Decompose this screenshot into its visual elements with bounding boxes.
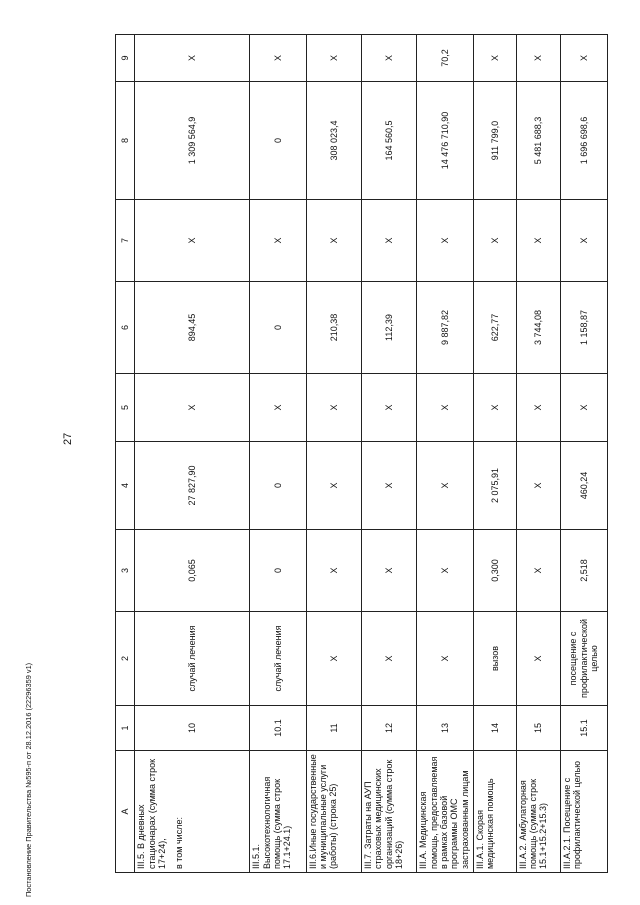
table-cell-c6: 622,77 — [473, 282, 516, 374]
table-cell-c1: 14 — [473, 706, 516, 751]
table-cell-c4: 2 075,91 — [473, 442, 516, 530]
table-cell-c7: X — [516, 200, 560, 282]
table-cell-c1: 10 — [135, 706, 250, 751]
table-cell-c2: X — [306, 612, 361, 706]
header-cell: A — [116, 751, 135, 873]
row-label: III.А.2.1. Посещение с профилактической целью — [561, 761, 583, 869]
row-label: III.А.1. Скорая медицинская помощь — [474, 778, 496, 869]
table-cell-c5: X — [417, 374, 473, 442]
table-cell-c2: посещение с профилактической целью — [560, 612, 607, 706]
table-row — [516, 35, 560, 873]
table-cell-c8: 911 799,0 — [473, 82, 516, 200]
table-cell-c7: X — [361, 200, 416, 282]
table-cell-c2: случай лечения — [135, 612, 250, 706]
table-cell-c9: X — [135, 35, 250, 82]
table-cell-c4: 460,24 — [560, 442, 607, 530]
table-cell-c5: X — [361, 374, 416, 442]
table-cell-c8: 308 023,4 — [306, 82, 361, 200]
table-cell-c7: X — [306, 200, 361, 282]
row-label: III.А. Медицинская помощь, предоставляемая в рамках базовой программы ОМС застрахованным лицам — [418, 756, 470, 869]
table-cell-c1: 13 — [417, 706, 473, 751]
table-cell-c3: 2,518 — [560, 530, 607, 612]
table-cell-c9: X — [306, 35, 361, 82]
table-cell-c6: 112,39 — [361, 282, 416, 374]
row-label: III.7. Затраты на АУП страховых медицинских организаций (сумма строк 18+26) — [362, 759, 405, 869]
table-cell-c6: 1 158,87 — [560, 282, 607, 374]
rotated-table-wrapper — [115, 35, 608, 873]
table-cell-c8: 0 — [250, 82, 306, 200]
table-cell-c2: X — [417, 612, 473, 706]
table-cell-c6: 3 744,08 — [516, 282, 560, 374]
table-cell-c8: 14 476 710,90 — [417, 82, 473, 200]
table-row — [135, 35, 250, 873]
table-cell-c1: 11 — [306, 706, 361, 751]
page-number: 27 — [62, 432, 74, 445]
table-row — [306, 35, 361, 873]
table-cell-c8: 1 696 698,6 — [560, 82, 607, 200]
table-cell-c1: 15 — [516, 706, 560, 751]
header-cell: 4 — [116, 442, 135, 530]
table-cell-c5: X — [135, 374, 250, 442]
table-cell-c6: 9 887,82 — [417, 282, 473, 374]
table-cell-c4: X — [306, 442, 361, 530]
table-cell-c8: 1 309 564,9 — [135, 82, 250, 200]
table-row — [473, 35, 516, 873]
row-label: III.6.Иные государственные и муниципальные услуги (работы) (строка 25) — [307, 754, 339, 869]
table-row — [560, 35, 607, 873]
table-cell-c9: X — [361, 35, 416, 82]
table-cell-c3: 0,065 — [135, 530, 250, 612]
table-cell-c4: X — [361, 442, 416, 530]
table-cell-c4: 27 827,90 — [135, 442, 250, 530]
table-cell-c3: X — [516, 530, 560, 612]
table-cell-c7: X — [473, 200, 516, 282]
table-cell-c5: X — [560, 374, 607, 442]
document-footer: Постановление Правительства №595-п от 28.12.2016 (22296359 v1) — [24, 662, 33, 897]
header-cell: 1 — [116, 706, 135, 751]
table-cell-c6: 210,38 — [306, 282, 361, 374]
table-cell-c7: X — [560, 200, 607, 282]
table-cell-c5: X — [306, 374, 361, 442]
header-cell: 9 — [116, 35, 135, 82]
table-cell-c2: случай лечения — [250, 612, 306, 706]
table-cell-c5: X — [516, 374, 560, 442]
table-cell-c9: X — [560, 35, 607, 82]
table-cell-c9: X — [473, 35, 516, 82]
table-cell-c8: 164 560,5 — [361, 82, 416, 200]
header-cell: 7 — [116, 200, 135, 282]
row-label-cell — [361, 751, 416, 873]
table-cell-c6: 0 — [250, 282, 306, 374]
table-cell-c1: 12 — [361, 706, 416, 751]
table-cell-c2: X — [361, 612, 416, 706]
row-label-cell — [473, 751, 516, 873]
table-cell-c8: 5 481 688,3 — [516, 82, 560, 200]
header-cell: 3 — [116, 530, 135, 612]
table-cell-c4: X — [516, 442, 560, 530]
table-cell-c7: X — [135, 200, 250, 282]
table-cell-c7: X — [417, 200, 473, 282]
table-cell-c6: 894,45 — [135, 282, 250, 374]
header-cell: 2 — [116, 612, 135, 706]
table-cell-c5: X — [250, 374, 306, 442]
row-label-cell — [417, 751, 473, 873]
table-row — [250, 35, 306, 873]
table-cell-c7: X — [250, 200, 306, 282]
table-cell-c3: X — [306, 530, 361, 612]
table-body — [116, 35, 608, 873]
table-row — [417, 35, 473, 873]
row-label-cell — [516, 751, 560, 873]
data-table — [115, 34, 608, 873]
header-row — [116, 35, 135, 873]
table-cell-c5: X — [473, 374, 516, 442]
row-label: III.5. В дневных стационарах (сумма строк 17+24), — [136, 758, 168, 869]
row-label-cell — [560, 751, 607, 873]
table-cell-c9: 70,2 — [417, 35, 473, 82]
table-cell-c3: X — [417, 530, 473, 612]
header-cell: 6 — [116, 282, 135, 374]
row-sublabel: в том числе: — [173, 817, 184, 869]
table-cell-c9: X — [250, 35, 306, 82]
row-label: III.А.2. Амбулаторная помощь (сумма строк 15.1+15.2+15.3) — [517, 778, 549, 869]
table-cell-c2: X — [516, 612, 560, 706]
table-cell-c4: 0 — [250, 442, 306, 530]
table-cell-c3: 0 — [250, 530, 306, 612]
table-cell-c9: X — [516, 35, 560, 82]
header-cell: 5 — [116, 374, 135, 442]
table-cell-c3: 0,300 — [473, 530, 516, 612]
table-cell-c1: 10.1 — [250, 706, 306, 751]
table-cell-c2: вызов — [473, 612, 516, 706]
table-cell-c4: X — [417, 442, 473, 530]
table-row — [361, 35, 416, 873]
table-cell-c1: 15.1 — [560, 706, 607, 751]
header-cell: 8 — [116, 82, 135, 200]
row-label: III.5.1. Высокотехнологичная помощь (сумма строк 17.1+24.1) — [251, 776, 293, 869]
row-label-cell — [135, 751, 250, 873]
row-label-cell — [306, 751, 361, 873]
row-label-cell — [250, 751, 306, 873]
table-cell-c3: X — [361, 530, 416, 612]
